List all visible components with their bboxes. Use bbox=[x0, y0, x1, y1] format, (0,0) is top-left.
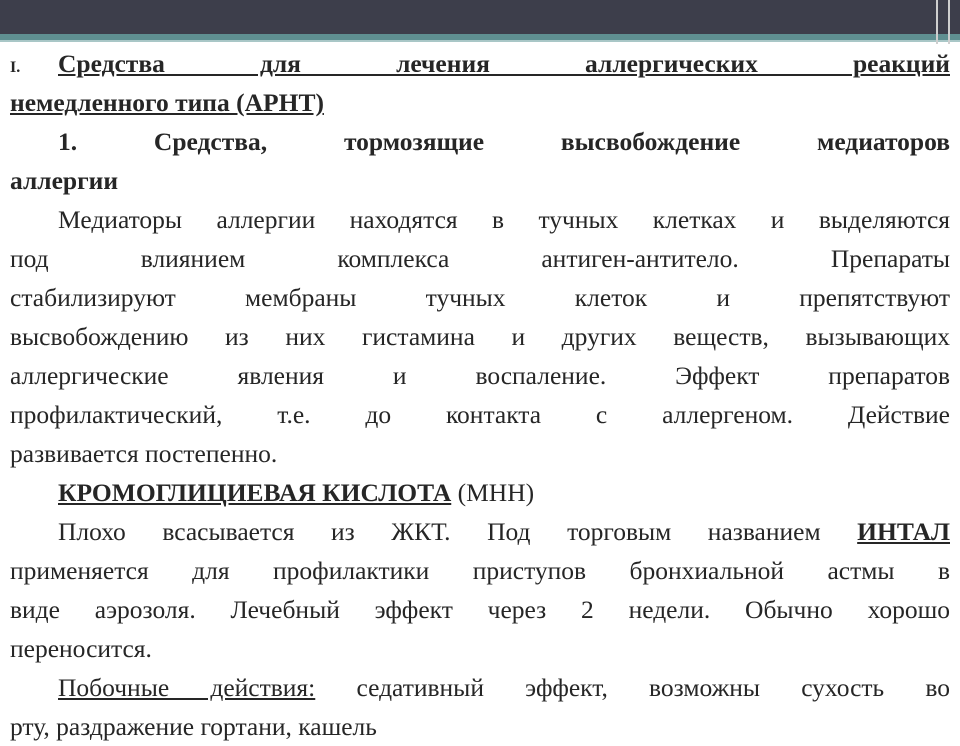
paragraph-1-line: развивается постепенно. bbox=[10, 439, 278, 468]
paragraph-2-line: применяется для профилактики приступов бронхиальной астмы в bbox=[10, 556, 950, 585]
drug-heading bbox=[10, 473, 950, 512]
side-effects-line-1: Побочные действия: седативный эффект, возможны сухость во bbox=[58, 673, 950, 702]
drug-inn-suffix: (МНН) bbox=[451, 478, 535, 507]
section-heading-line-2: немедленного типа (АРНТ) bbox=[10, 88, 324, 117]
paragraph-1-line: высвобождению из них гистамина и других веществ, вызывающих bbox=[10, 322, 950, 351]
trade-name: ИНТАЛ bbox=[857, 517, 950, 546]
side-effects-label: Побочные действия: bbox=[58, 673, 316, 702]
slide-top-bar bbox=[0, 0, 960, 34]
slide-accent-thin-stripe bbox=[0, 40, 960, 42]
subheading-line-2: аллергии bbox=[10, 166, 119, 195]
paragraph-1-line: профилактический, т.е. до контакта с аллергеном. Действие bbox=[10, 400, 950, 429]
paragraph-1-line: аллергические явления и воспаление. Эффект препаратов bbox=[10, 361, 950, 390]
section-heading-line-1: I. Средства для лечения аллергических реакций bbox=[10, 49, 950, 78]
paragraph-1-line: под влиянием комплекса антиген-антитело. Препараты bbox=[10, 244, 950, 273]
side-effects-line-2: рту, раздражение гортани, кашель bbox=[10, 712, 377, 741]
paragraph-2-line: виде аэрозоля. Лечебный эффект через 2 недели. Обычно хорошо bbox=[10, 595, 950, 624]
slide-body bbox=[10, 44, 950, 746]
paragraph-1-line: стабилизируют мембраны тучных клеток и препятствуют bbox=[10, 283, 950, 312]
slide-corner-decoration bbox=[936, 0, 950, 44]
paragraph-2-line: Плохо всасывается из ЖКТ. Под торговым названием ИНТАЛ bbox=[58, 517, 950, 546]
paragraph-1-line: Медиаторы аллергии находятся в тучных клетках и выделяются bbox=[58, 205, 950, 234]
subheading-line-1: 1. Средства, тормозящие высвобождение медиаторов bbox=[58, 127, 950, 156]
paragraph-2-line: переносится. bbox=[10, 634, 152, 663]
drug-name: КРОМОГЛИЦИЕВАЯ КИСЛОТА bbox=[58, 478, 452, 507]
